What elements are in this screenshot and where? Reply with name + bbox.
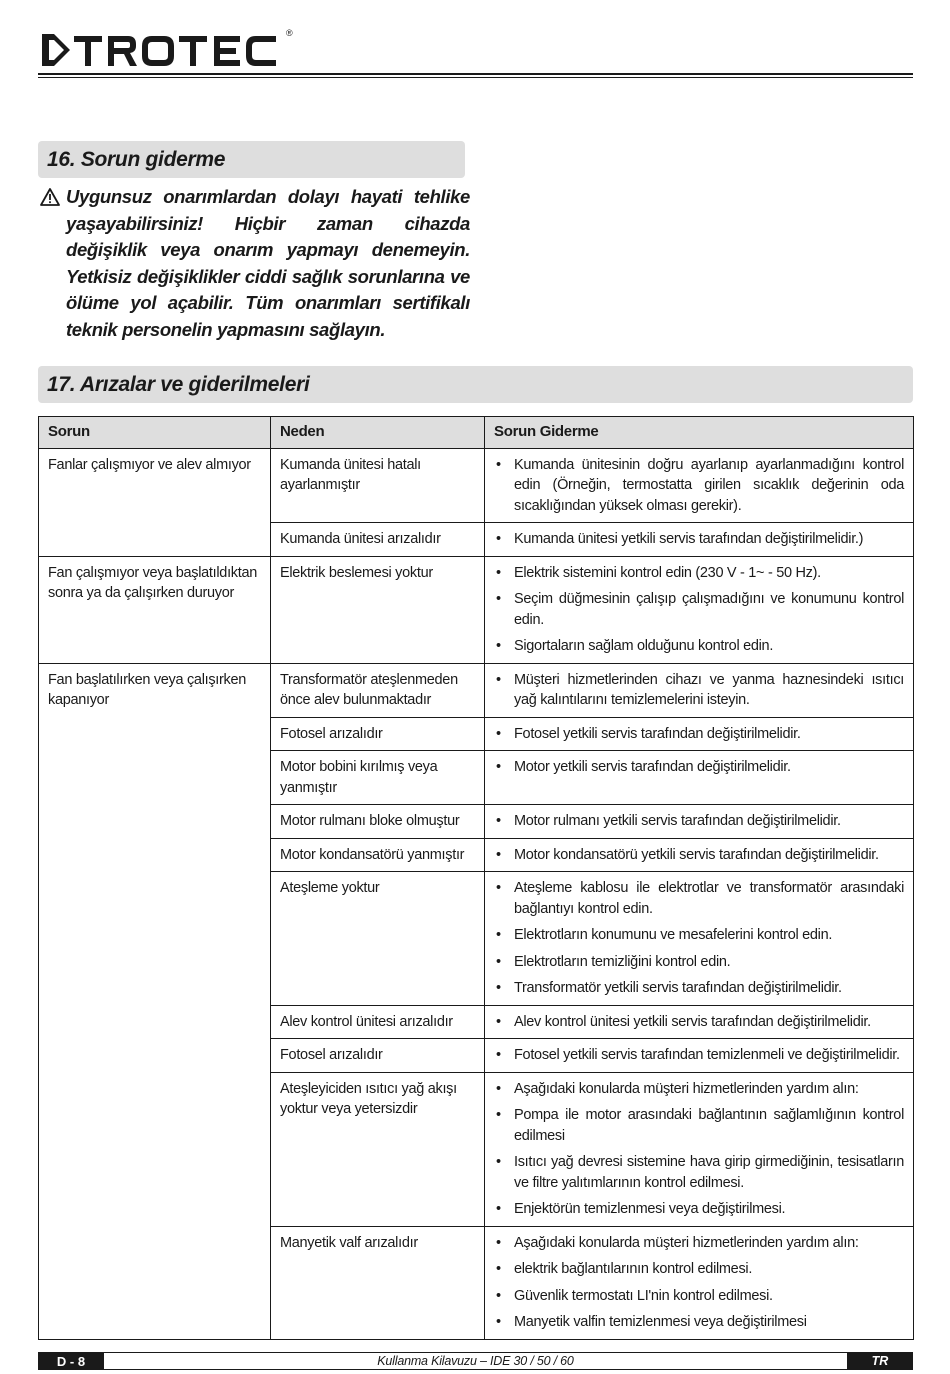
remedy-item: • Transformatör yetkili servis tarafından değiştirilmelidir. — [494, 978, 904, 999]
remedy-item: • Alev kontrol ünitesi yetkili servis tarafından değiştirilmelidir. — [494, 1012, 904, 1033]
cause-cell: Manyetik valf arızalıdır — [271, 1226, 485, 1339]
remedy-list — [494, 757, 904, 778]
remedy-item: • Güvenlik termostatı LI'nin kontrol edilmesi. — [494, 1286, 904, 1307]
remedy-cell — [485, 805, 914, 839]
cause-cell: Kumanda ünitesi arızalıdır — [271, 523, 485, 557]
remedy-cell — [485, 751, 914, 805]
remedy-item: • Müşteri hizmetlerinden cihazı ve yanma haznesindeki ısıtıcı yağ kalıntılarını temizlemelerini isteyin. — [494, 670, 904, 711]
page-footer — [38, 1352, 913, 1370]
remedy-item: • Elektrotların temizliğini kontrol edin. — [494, 952, 904, 973]
page-number: D - 8 — [38, 1353, 104, 1369]
remedy-item: • Motor kondansatörü yetkili servis tarafından değiştirilmelidir. — [494, 845, 904, 866]
problem-cell: Fan çalışmıyor veya başlatıldıktan sonra ya da çalışırken duruyor — [39, 556, 271, 663]
faults-table-body — [39, 448, 914, 1339]
cause-cell: Transformatör ateşlenmeden önce alev bulunmaktadır — [271, 663, 485, 717]
manual-title: Kullanma Kilavuzu – IDE 30 / 50 / 60 — [377, 1354, 574, 1368]
section-title: 17. Arızalar ve giderilmeleri — [47, 372, 310, 396]
section-title: 16. Sorun giderme — [47, 147, 226, 171]
cause-cell: Alev kontrol ünitesi arızalıdır — [271, 1005, 485, 1039]
cause-cell: Fotosel arızalıdır — [271, 1039, 485, 1073]
remedy-item: • Fotosel yetkili servis tarafından değiştirilmelidir. — [494, 724, 904, 745]
remedy-list — [494, 878, 904, 999]
warning-text: Uygunsuz onarımlardan dolayı hayati tehlike yaşayabilirsiniz! Hiçbir zaman cihazda değişiklik veya onarım yapmayı denemeyin. Yetkisiz değişiklikler ciddi sağlık sorunlarına ve ölüme yol açabilir. Tüm onarımları sertifikalı teknik personelin yapmasını sağlayın. — [66, 186, 470, 340]
trotec-logo — [40, 28, 300, 72]
remedy-cell — [485, 1072, 914, 1226]
remedy-list — [494, 811, 904, 832]
remedy-cell — [485, 523, 914, 557]
remedy-item: • Enjektörün temizlenmesi veya değiştirilmesi. — [494, 1199, 904, 1220]
remedy-list — [494, 724, 904, 745]
remedy-item: • elektrik bağlantılarının kontrol edilmesi. — [494, 1259, 904, 1280]
table-row — [39, 556, 914, 663]
table-row — [39, 663, 914, 717]
warning-block — [40, 184, 470, 343]
column-header-neden: Neden — [271, 417, 485, 449]
table-row — [39, 448, 914, 523]
trotec-logo-mark — [40, 28, 300, 72]
remedy-item: • Isıtıcı yağ devresi sistemine hava girip girmediğinin, tesisatların ve filtre yalıtımlarının kontrol edilmesi. — [494, 1152, 904, 1193]
cause-cell: Motor bobini kırılmış veya yanmıştır — [271, 751, 485, 805]
remedy-list — [494, 455, 904, 517]
remedy-list — [494, 670, 904, 711]
remedy-cell — [485, 1226, 914, 1339]
remedy-item: • Elektrotların konumunu ve mesafelerini kontrol edin. — [494, 925, 904, 946]
remedy-list — [494, 845, 904, 866]
remedy-item: • Motor rulmanı yetkili servis tarafından değiştirilmelidir. — [494, 811, 904, 832]
remedy-item: • Aşağıdaki konularda müşteri hizmetlerinden yardım alın: — [494, 1233, 904, 1254]
remedy-item: • Kumanda ünitesi yetkili servis tarafından değiştirilmelidir.) — [494, 529, 904, 550]
remedy-list — [494, 1045, 904, 1066]
cause-cell: Motor rulmanı bloke olmuştur — [271, 805, 485, 839]
column-header-sorun: Sorun — [39, 417, 271, 449]
remedy-list — [494, 529, 904, 550]
remedy-item: • Aşağıdaki konularda müşteri hizmetlerinden yardım alın: — [494, 1079, 904, 1100]
cause-cell: Elektrik beslemesi yoktur — [271, 556, 485, 663]
language-code: TR — [847, 1353, 913, 1369]
remedy-item: • Ateşleme kablosu ile elektrotlar ve transformatör arasındaki bağlantıyı kontrol edin. — [494, 878, 904, 919]
cause-cell: Motor kondansatörü yanmıştır — [271, 838, 485, 872]
remedy-cell — [485, 838, 914, 872]
remedy-item: • Elektrik sistemini kontrol edin (230 V - 1~ - 50 Hz). — [494, 563, 904, 584]
remedy-cell — [485, 717, 914, 751]
section-heading-faults — [38, 366, 913, 403]
remedy-item: • Seçim düğmesinin çalışıp çalışmadığını ve konumunu kontrol edin. — [494, 589, 904, 630]
cause-cell: Kumanda ünitesi hatalı ayarlanmıştır — [271, 448, 485, 523]
registered-mark: ® — [286, 28, 293, 38]
remedy-list — [494, 563, 904, 657]
remedy-cell — [485, 1039, 914, 1073]
remedy-item: • Kumanda ünitesinin doğru ayarlanıp ayarlanmadığını kontrol edin (Örneğin, termostatta girilen sıcaklık değerinin oda sıcaklığından yüksek olması gerekir). — [494, 455, 904, 517]
remedy-item: • Fotosel yetkili servis tarafından temizlenmeli ve değiştirilmelidir. — [494, 1045, 904, 1066]
remedy-cell — [485, 872, 914, 1006]
remedy-list — [494, 1233, 904, 1333]
header-rule — [38, 73, 913, 75]
remedy-cell — [485, 1005, 914, 1039]
table-header-row — [39, 417, 914, 449]
problem-cell: Fanlar çalışmıyor ve alev almıyor — [39, 448, 271, 556]
remedy-cell — [485, 556, 914, 663]
problem-cell: Fan başlatılırken veya çalışırken kapanıyor — [39, 663, 271, 1339]
column-header-sorun-giderme: Sorun Giderme — [485, 417, 914, 449]
cause-cell: Ateşleme yoktur — [271, 872, 485, 1006]
remedy-list — [494, 1012, 904, 1033]
remedy-item: • Manyetik valfin temizlenmesi veya değiştirilmesi — [494, 1312, 904, 1333]
remedy-cell — [485, 448, 914, 523]
remedy-item: • Pompa ile motor arasındaki bağlantının sağlamlığının kontrol edilmesi — [494, 1105, 904, 1146]
remedy-item: • Sigortaların sağlam olduğunu kontrol edin. — [494, 636, 904, 657]
remedy-list — [494, 1079, 904, 1220]
warning-triangle-icon — [40, 188, 60, 206]
faults-table — [38, 416, 914, 1340]
header-rule-thin — [38, 77, 913, 78]
remedy-cell — [485, 663, 914, 717]
cause-cell: Fotosel arızalıdır — [271, 717, 485, 751]
cause-cell: Ateşleyiciden ısıtıcı yağ akışı yoktur veya yetersizdir — [271, 1072, 485, 1226]
section-heading-troubleshooting — [38, 141, 465, 178]
remedy-item: • Motor yetkili servis tarafından değiştirilmelidir. — [494, 757, 904, 778]
